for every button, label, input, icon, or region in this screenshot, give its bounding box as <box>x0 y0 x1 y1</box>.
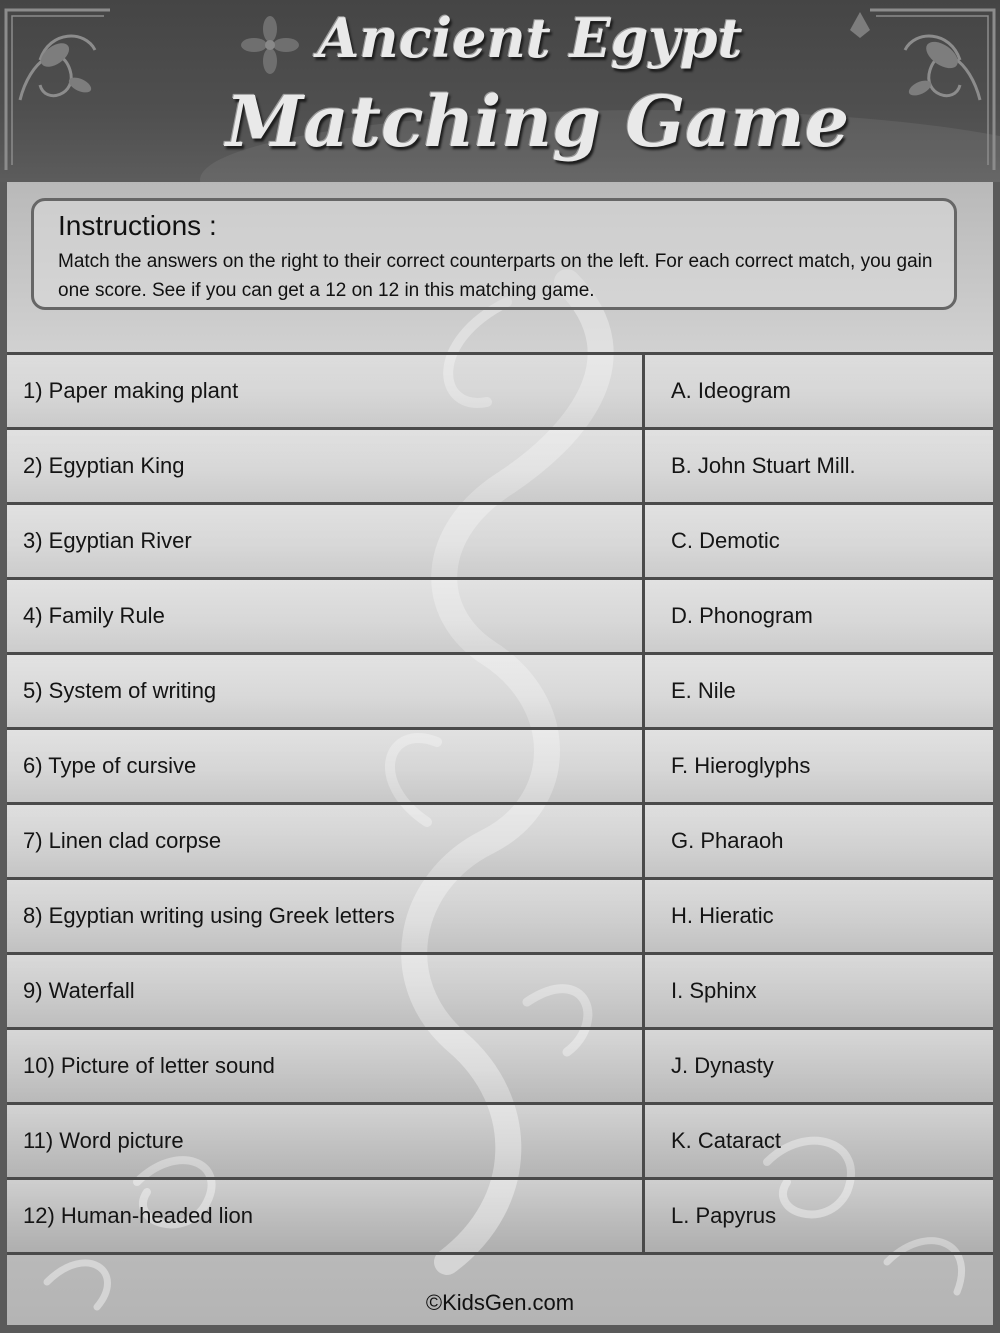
answer-cell: B. John Stuart Mill. <box>671 453 856 478</box>
table-row <box>7 1180 993 1255</box>
question-cell: 8) Egyptian writing using Greek letters <box>7 880 645 952</box>
question-cell: 1) Paper making plant <box>7 355 645 427</box>
table-row <box>7 1030 993 1105</box>
question-cell: 7) Linen clad corpse <box>7 805 645 877</box>
question-cell: 9) Waterfall <box>7 955 645 1027</box>
question-cell: 10) Picture of letter sound <box>7 1030 645 1102</box>
question-cell: 12) Human-headed lion <box>7 1180 645 1252</box>
table-row <box>7 355 993 430</box>
copyright-footer: ©KidsGen.com <box>425 1290 575 1315</box>
answer-cell: G. Pharaoh <box>671 828 784 853</box>
answer-cell: K. Cataract <box>671 1128 782 1153</box>
table-row <box>7 505 993 580</box>
answer-cell: I. Sphinx <box>671 978 757 1003</box>
table-row <box>7 730 993 805</box>
question-cell: 3) Egyptian River <box>7 505 645 577</box>
answer-cell: D. Phonogram <box>671 603 813 628</box>
table-row <box>7 430 993 505</box>
instructions-heading: Instructions : <box>58 210 217 241</box>
answer-cell: C. Demotic <box>671 528 780 553</box>
question-cell: 6) Type of cursive <box>7 730 645 802</box>
title-line-1: Ancient Egypt <box>317 6 743 70</box>
table-row <box>7 880 993 955</box>
answer-cell: F. Hieroglyphs <box>671 753 811 778</box>
question-cell: 2) Egyptian King <box>7 430 645 502</box>
instructions-box <box>31 198 957 310</box>
matching-table <box>7 352 993 1255</box>
answer-cell: A. Ideogram <box>671 378 791 403</box>
title-line-2: Matching Game <box>225 80 850 163</box>
table-row <box>7 655 993 730</box>
question-cell: 11) Word picture <box>7 1105 645 1177</box>
question-cell: 5) System of writing <box>7 655 645 727</box>
table-row <box>7 805 993 880</box>
table-row <box>7 580 993 655</box>
worksheet <box>7 182 993 1325</box>
question-cell: 4) Family Rule <box>7 580 645 652</box>
answer-cell: H. Hieratic <box>671 903 774 928</box>
answer-cell: J. Dynasty <box>671 1053 774 1078</box>
answer-cell: E. Nile <box>671 678 736 703</box>
table-row <box>7 955 993 1030</box>
header-banner <box>0 0 1000 182</box>
table-row <box>7 1105 993 1180</box>
instructions-text: Match the answers on the right to their correct counterparts on the left. For each correct match, you gain one score. See if you can get a 12 on 12 in this matching game. <box>58 251 933 301</box>
answer-cell: L. Papyrus <box>671 1203 777 1228</box>
